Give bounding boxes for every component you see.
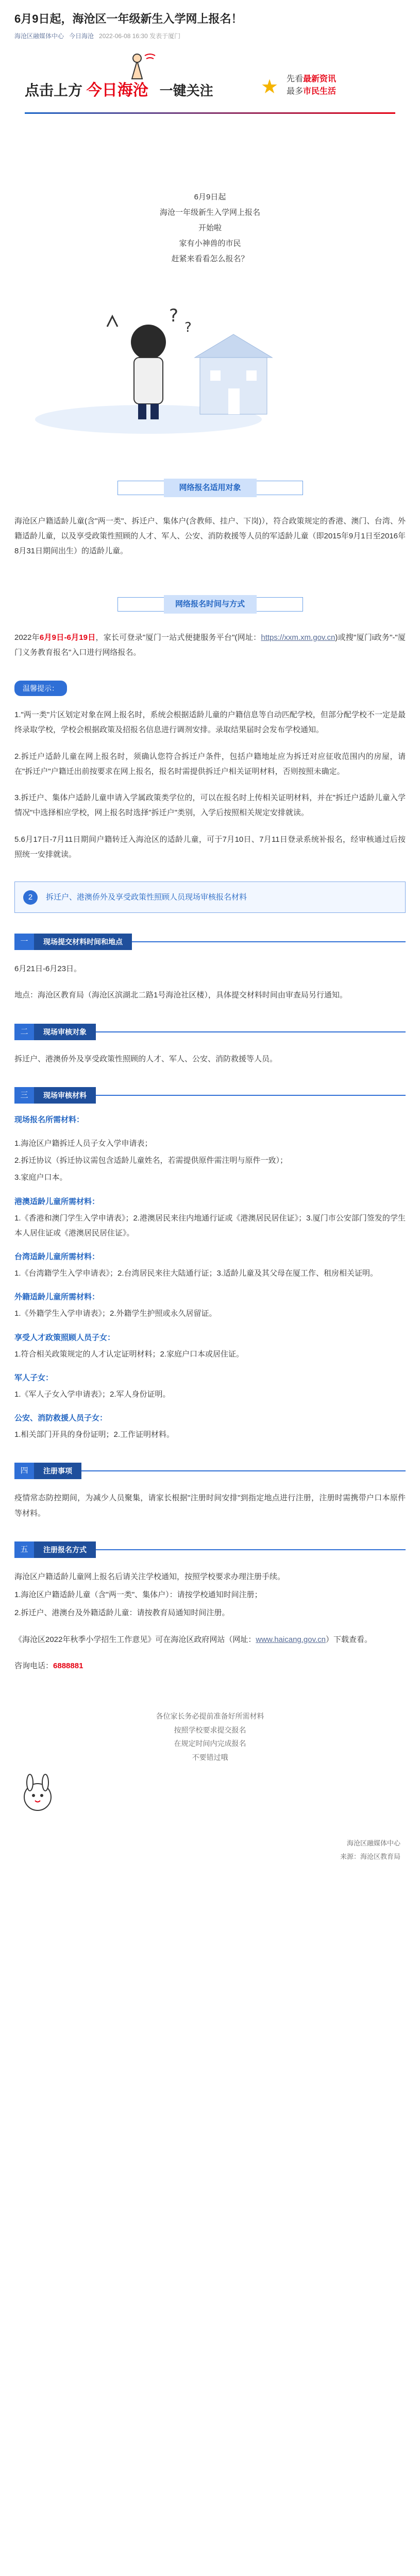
text-span: ）下载查看。 xyxy=(326,1635,373,1644)
tip1-highlight: 最新资讯 xyxy=(303,74,337,83)
subsection-rule xyxy=(81,1470,406,1471)
closing-line: 在规定时间内完成报名 xyxy=(174,1739,246,1748)
section-header xyxy=(117,590,303,619)
star-icon: ★ xyxy=(261,76,279,98)
pointing-hand-icon xyxy=(122,50,168,81)
callout-box xyxy=(14,882,406,913)
subsection-index: 五 xyxy=(14,1541,34,1558)
phone-number[interactable]: 6888881 xyxy=(53,1661,83,1670)
phone-label: 咨询电话： xyxy=(14,1661,54,1670)
article-content xyxy=(0,50,420,1864)
gov-site-link[interactable]: www.haicang.gov.cn xyxy=(256,1635,326,1644)
subsection-rule xyxy=(132,941,406,942)
intro-line: 赶紧来看看怎么报名？ xyxy=(171,254,249,263)
material-item: 1.海沧区户籍拆迁人员子女入学申请表； xyxy=(14,1139,153,1148)
materials-title: 外籍适龄儿童所需材料： xyxy=(14,1293,100,1302)
callout-text: 拆迁户、港澳侨外及享受政策性照顾人员现场审核报名材料 xyxy=(46,893,247,902)
subsection-header xyxy=(14,1463,406,1479)
paragraph: 3.拆迁户、集体户适龄儿童申请入学属政策类学位的，可以在报名时上传相关证明材料，并在"拆迁户适龄儿童入学情况"中选择相应学校，网上报名时选择"拆迁户"类别，入学后按照相关规定安排就读。 xyxy=(14,793,406,818)
banner-brand: 今日海沧 xyxy=(86,81,148,99)
subsection-index: 一 xyxy=(14,934,34,950)
intro-line: 开始啦 xyxy=(198,223,222,232)
subsection-rule xyxy=(96,1031,406,1032)
text-span: )或搜"厦门i政务"-"厦门义务教育报名"入口进行网络报名。 xyxy=(14,633,406,657)
publish-date: 2022-06-08 16:30 发表于厦门 xyxy=(99,32,181,40)
svg-text:?: ? xyxy=(169,305,179,326)
materials-title: 港澳适龄儿童所需材料： xyxy=(14,1197,100,1206)
paragraph: 6月21日-6月23日。 xyxy=(14,964,82,974)
website-link[interactable]: https://xxm.xm.gov.cn xyxy=(261,633,335,642)
materials-title: 现场报名所需材料： xyxy=(14,1115,85,1124)
intro-line: 海沧一年级新生入学网上报名 xyxy=(159,208,260,217)
materials-title: 台湾适龄儿童所需材料： xyxy=(14,1252,100,1262)
paragraph: 海沧区户籍适龄儿童网上报名后请关注学校通知，按照学校要求办理注册手续。 xyxy=(14,1572,285,1581)
subsection-header xyxy=(14,1087,406,1104)
article-title: 6月9日起，海沧区一年级新生入学网上报名！ xyxy=(14,12,243,25)
mascot-icon xyxy=(14,1772,61,1814)
subsection-title: 注册事项 xyxy=(34,1463,81,1479)
subsection-index: 三 xyxy=(14,1087,34,1104)
tip1-prefix: 先看 xyxy=(287,74,304,83)
banner-follow: 一键关注 xyxy=(159,82,213,98)
closing-line: 各位家长务必提前准备好所需材料 xyxy=(156,1712,264,1721)
intro-lines xyxy=(14,190,406,267)
text-span: 2022年 xyxy=(14,633,40,642)
material-item: 2.拆迁协议（拆迁协议需包含适龄儿童姓名，若需提供原件需注明与原件一致）； xyxy=(14,1156,288,1165)
paragraph: 疫情常态防控期间，为减少人员聚集，请家长根据"注册时间安排"到指定地点进行注册，注册时需携带户口本原件等材料。 xyxy=(14,1494,406,1518)
materials-title: 享受人才政策照顾人员子女： xyxy=(14,1333,115,1342)
banner-divider xyxy=(25,112,395,114)
article-meta xyxy=(0,31,420,47)
subsection-header xyxy=(14,1541,406,1558)
tip2-highlight: 市民生活 xyxy=(303,87,337,96)
paragraph: 1.《香港和澳门学生入学申请表》；2.港澳居民来往内地通行证或《港澳居民居住证》；3.厦门市公安部门签发的学生本人居住证或《港澳居民居住证》。 xyxy=(14,1213,406,1238)
banner-prefix: 点击上方 xyxy=(25,82,83,98)
subsection-index: 二 xyxy=(14,1024,34,1040)
paragraph xyxy=(14,1632,406,1647)
source-tag[interactable]: 今日海沧 xyxy=(69,32,94,40)
text-span: 《海沧区2022年秋季小学招生工作意见》可在海沧区政府网站（网址： xyxy=(14,1635,256,1644)
paragraph: 1.《外籍学生入学申请表》；2.外籍学生护照或永久居留证。 xyxy=(14,1309,217,1318)
paragraph xyxy=(14,630,406,660)
signoff-source: 来源：海沧区教育局 xyxy=(340,1853,400,1861)
tip2-prefix: 最多 xyxy=(287,87,304,96)
subsection-title: 现场审核对象 xyxy=(34,1024,96,1040)
tips-label: 温馨提示： xyxy=(14,681,67,696)
text-span: ，家长可登录"厦门一站式便捷服务平台"(网址： xyxy=(95,633,261,642)
paragraph: 1.海沧区户籍适龄儿童（含"两一类"、集体户）：请按学校通知时间注册； xyxy=(14,1590,262,1600)
paragraph: 1.《军人子女入学申请表》；2.军人身份证明。 xyxy=(14,1389,171,1399)
subsection-rule xyxy=(96,1549,406,1550)
signoff-org: 海沧区融媒体中心 xyxy=(346,1839,400,1848)
section-title: 网络报名时间与方式 xyxy=(164,595,257,614)
material-item: 3.家庭户口本。 xyxy=(14,1173,68,1182)
paragraph: 拆迁户、港澳侨外及享受政策性照顾的人才、军人、公安、消防救援等人员。 xyxy=(14,1054,278,1063)
paragraph: 地点：海沧区教育局（海沧区滨湖北二路1号海沧社区楼），具体提交材料时间由审查局另行通知。 xyxy=(14,991,347,1000)
subsection-title: 注册报名方式 xyxy=(34,1541,96,1558)
subsection-header xyxy=(14,1024,406,1040)
subsection-title: 现场审核材料 xyxy=(34,1087,96,1104)
highlight-date: 6月9日-6月19日 xyxy=(39,633,96,642)
subsection-header xyxy=(14,934,406,950)
paragraph: 海沧区户籍适龄儿童(含"两一类"、拆迁户、集体户(含教师、挂户、下岗)），符合政策规定的香港、澳门、台湾、外籍适龄儿童，以及享受政策性照顾的人才、军人、公安、消防救援等人员的军适龄儿童（即2015年9月1日至2016年8月31日期间出生）的适龄儿童。 xyxy=(14,516,406,556)
intro-line: 6月9日起 xyxy=(194,192,226,201)
subsection-title: 现场提交材料时间和地点 xyxy=(34,934,132,950)
subsection-index: 四 xyxy=(14,1463,34,1479)
paragraph: 1.符合相关政策规定的人才认定证明材料；2.家庭户口本或居住证。 xyxy=(14,1349,244,1359)
paragraph: 1."两一类"片区划定对象在网上报名时，系统会根据适龄儿童的户籍信息等自动匹配学校，但部分配学校不一定是最终录取学校，学校会根据政策及招报名信息进行调剂安排。录取结果届时会发布学校通知。 xyxy=(14,710,406,735)
closing-lines xyxy=(14,1709,406,1764)
paragraph xyxy=(14,1658,406,1673)
closing-line: 不要错过哦 xyxy=(192,1753,228,1761)
intro-line: 家有小神兽的市民 xyxy=(179,239,241,248)
materials-title: 公安、消防救援人员子女： xyxy=(14,1414,108,1423)
account-name[interactable]: 海沧区融媒体中心 xyxy=(14,32,64,40)
paragraph: 2.拆迁户适龄儿童在网上报名时，须确认您符合拆迁户条件，包括户籍地址应为拆迁对应征收范围内的房屋，请在"拆迁户"户籍迁出前按要求在网上报名，报名时需提供拆迁户相关证明材料，否则按照未确定。 xyxy=(14,752,406,776)
follow-banner[interactable] xyxy=(14,50,406,128)
paragraph: 1.《台湾籍学生入学申请表》；2.台湾居民来往大陆通行证；3.适龄儿童及其父母在厦工作、租房相关证明。 xyxy=(14,1269,378,1278)
subsection-rule xyxy=(96,1095,406,1096)
section-header xyxy=(117,473,303,502)
callout-number: 2 xyxy=(23,890,38,905)
paragraph: 2.拆迁户、港澳台及外籍适龄儿童：请按教育局通知时间注册。 xyxy=(14,1608,230,1618)
thinking-person-illustration xyxy=(14,285,282,440)
materials-title: 军人子女： xyxy=(14,1373,54,1382)
banner-tips xyxy=(287,73,336,98)
banner-text xyxy=(25,77,213,100)
svg-text:?: ? xyxy=(184,319,192,335)
signoff xyxy=(14,1837,406,1863)
paragraph: 5.6月17日-7月11日期间户籍转迁入海沧区的适龄儿童，可于7月10日、7月11日登录系统补报名，经审核通过后按照统一安排就读。 xyxy=(14,835,406,859)
paragraph: 1.相关部门开具的身份证明；2.工作证明材料。 xyxy=(14,1430,175,1439)
section-title: 网络报名适用对象 xyxy=(164,479,257,497)
closing-line: 按照学校要求提交报名 xyxy=(174,1725,246,1734)
